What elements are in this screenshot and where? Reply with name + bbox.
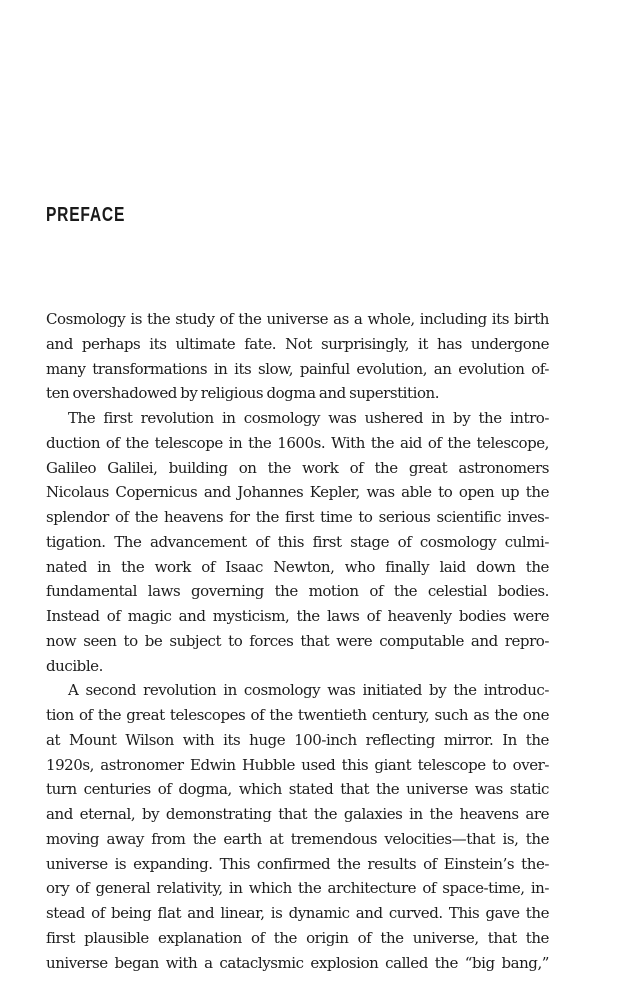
- text-line: many transformations in its slow, painful evolution, an evolution of-: [46, 359, 549, 378]
- paragraph-3: [46, 678, 549, 975]
- text-line: and eternal, by demonstrating that the galaxies in the heavens are: [46, 805, 549, 823]
- text-line: turn centuries of dogma, which stated that the universe was static: [46, 780, 549, 799]
- text-line: at Mount Wilson with its huge 100-inch reflecting mirror. In the: [46, 730, 549, 749]
- text-line: nated in the work of Isaac Newton, who finally laid down the: [46, 557, 549, 576]
- text-line: and perhaps its ultimate fate. Not surprisingly, it has undergone: [46, 334, 549, 353]
- text-line: ory of general relativity, in which the architecture of space-time, in-: [46, 879, 549, 898]
- paragraph-2: [46, 406, 549, 678]
- preface-body-text: [46, 307, 549, 975]
- text-line: tion of the great telescopes of the twentieth century, such as the one: [46, 706, 549, 724]
- text-line: fundamental laws governing the motion of the celestial bodies.: [46, 582, 549, 601]
- text-line: 1920s, astronomer Edwin Hubble used this giant telescope to over-: [46, 755, 549, 774]
- text-line: tigation. The advancement of this first stage of cosmology culmi-: [46, 532, 549, 551]
- text-line: universe began with a cataclysmic explosion called the “big bang,”: [46, 953, 549, 972]
- text-line: duction of the telescope in the 1600s. With the aid of the telescope,: [46, 433, 549, 452]
- text-line: Cosmology is the study of the universe as a whole, including its birth: [46, 310, 549, 328]
- text-line: ducible.: [46, 656, 103, 675]
- text-line: Nicolaus Copernicus and Johannes Kepler, was able to open up the: [46, 483, 549, 502]
- paragraph-1: [46, 307, 549, 406]
- text-line: The first revolution in cosmology was ushered in by the intro-: [68, 409, 549, 427]
- text-line: splendor of the heavens for the first time to serious scientific inves-: [46, 508, 549, 526]
- text-line: Galileo Galilei, building on the work of the great astronomers: [46, 458, 549, 477]
- chapter-heading: PREFACE: [46, 204, 126, 226]
- text-line: ten overshadowed by religious dogma and superstition.: [46, 384, 440, 403]
- text-line: stead of being flat and linear, is dynamic and curved. This gave the: [46, 904, 549, 922]
- text-line: universe is expanding. This confirmed the results of Einstein’s the-: [46, 854, 549, 873]
- text-line: Instead of magic and mysticism, the laws of heavenly bodies were: [46, 607, 549, 625]
- text-line: A second revolution in cosmology was initiated by the introduc-: [68, 681, 549, 700]
- text-line: first plausible explanation of the origin of the universe, that the: [46, 928, 549, 947]
- text-line: moving away from the earth at tremendous velocities—that is, the: [46, 829, 549, 848]
- text-line: now seen to be subject to forces that were computable and repro-: [46, 631, 549, 650]
